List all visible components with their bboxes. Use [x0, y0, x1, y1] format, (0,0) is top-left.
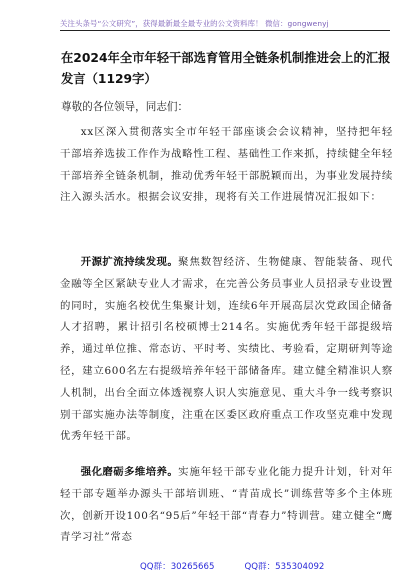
section-1-heading: 开源扩流持续发现。 — [80, 256, 179, 268]
section-2-body: 实施年轻干部专业化能力提升计划，针对年轻干部专题举办源头干部培训班、“青苗成长”训练营等多个主体班次，创新开设100名“95后”年轻干部“青春力”特训营。建立健全“鹰青学习社”常态 — [60, 466, 393, 544]
paragraph-section-1 — [60, 252, 393, 448]
salutation: 尊敬的各位领导，同志们： — [61, 101, 189, 113]
header-divider — [60, 30, 390, 31]
header-banner: 关注头条号“公文研究”，获得最新最全最专业的公文资料库！ 微信：gongwenyj — [60, 19, 329, 28]
paragraph-section-2 — [60, 462, 393, 549]
footer-qq-right: QQ群：535304092 — [244, 562, 325, 572]
footer-contact — [140, 560, 324, 572]
footer-qq-left: QQ群：30265665 — [140, 562, 215, 572]
section-1-body: 聚焦数智经济、生物健康、智能装备、现代金融等全区紧缺专业人才需求，在完善公务员事业人员招录专业设置的同时，实施名校优生集聚计划，连续6年开展高层次党政国企储备人才招聘，累计招引名校硕博士214名。实施优秀年轻干部提级培养，通过单位推、常态访、平时考、实绩比、考验看，定期研判等途径，建立600名左右提级培养年轻干部储备库。建立健全精准识人察人机制，出台全面立体透视察人识人实施意见、重大斗争一线考察识别干部实施办法等制度，注重在区委区政府重点工作攻坚克难中发现优秀年轻干部。 — [60, 256, 393, 443]
document-title: 在2024年全市年轻干部选育管用全链条机制推进会上的汇报发言（1129字） — [61, 51, 391, 86]
paragraph-intro: xx区深入贯彻落实全市年轻干部座谈会会议精神，坚持把年轻干部培养选拔工作作为战略性工程、基础性工作来抓，持续健全年轻干部培养全链条机制，推动优秀年轻干部脱颖而出，为事业发展持续注入源头活水。根据会议安排，现将有关工作进展情况汇报如下： — [60, 126, 393, 204]
section-2-heading: 强化磨砺多维培养。 — [80, 466, 179, 478]
